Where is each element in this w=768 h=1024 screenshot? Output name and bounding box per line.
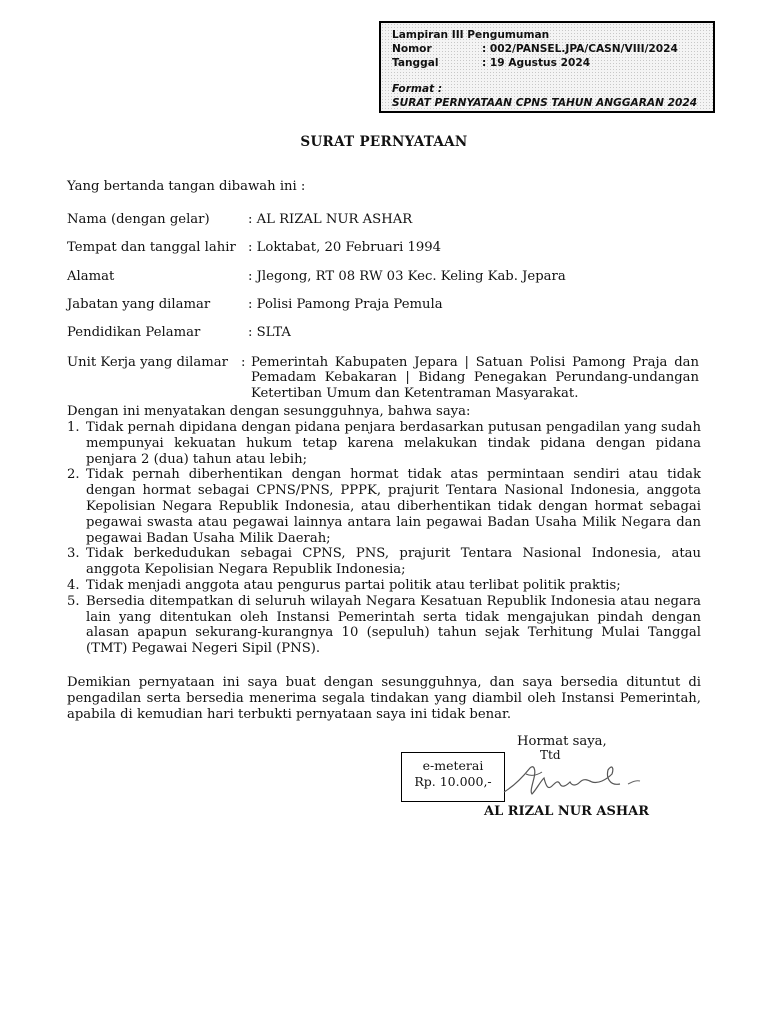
unit-label: Unit Kerja yang dilamar [67, 355, 228, 370]
emeterai-label: e-meterai [422, 758, 484, 773]
tanggal-value: : 19 Agustus 2024 [482, 57, 591, 69]
nomor-line [392, 43, 678, 55]
field-row [67, 269, 566, 284]
field-label: Pendidikan Pelamar [67, 325, 201, 340]
unit-value: Pemerintah Kabupaten Jepara | Satuan Polisi Pamong Praja dan Pemadam Kebakaran | Bidang Penegakan Perundang-undangan Ketertiban Umum dan Ketentraman Masyarakat. [251, 355, 699, 401]
list-item [67, 546, 701, 578]
format-label: Format : [392, 83, 443, 95]
field-value: : Loktabat, 20 Februari 1994 [248, 240, 442, 255]
attachment-title: Lampiran III Pengumuman [392, 29, 550, 41]
item-text: Bersedia ditempatkan di seluruh wilayah Negara Kesatuan Republik Indonesia atau negara lain yang ditentukan oleh Instansi Pemerintah serta tidak mengajukan pindah dengan alasan apapun sekurang-kurangnya 10 (sepuluh) tahun sejak Terhitung Mulai Tanggal (TMT) Pegawai Negeri Sipil (PNS). [86, 593, 701, 657]
tanggal-label: Tanggal [392, 57, 439, 69]
document-title: SURAT PERNYATAAN [300, 134, 468, 150]
ttd-text: Ttd [540, 748, 561, 762]
opening-line: Yang bertanda tangan dibawah ini : [67, 179, 306, 194]
nomor-value: : 002/PANSEL.JPA/CASN/VIII/2024 [482, 43, 678, 55]
item-text: Tidak pernah dipidana dengan pidana penjara berdasarkan putusan pengadilan yang sudah mempunyai kekuatan hukum tetap karena melakukan tindak pidana dengan pidana penjara 2 (dua) tahun atau lebih; [86, 420, 701, 467]
field-row [67, 325, 291, 340]
item-number: 1. [67, 420, 80, 435]
nomor-label: Nomor [392, 43, 432, 55]
attachment-header-box [379, 21, 715, 113]
statement-list [67, 420, 701, 657]
closing-paragraph: Demikian pernyataan ini saya buat dengan sesungguhnya, dan saya bersedia dituntut di pengadilan serta bersedia menerima segala tindakan yang diambil oleh Instansi Pemerintah, apabila di kemudian hari terbukti pernyataan saya ini tidak benar. [67, 675, 701, 722]
item-number: 4. [67, 577, 80, 593]
item-text: Tidak pernah diberhentikan dengan hormat tidak atas permintaan sendiri atau tidak dengan hormat sebagai CPNS/PNS, PPPK, prajurit Tentara Nasional Indonesia, anggota Kepolisian Negara Republik Indonesia, atau diberhentikan tidak dengan hormat sebagai pegawai swasta atau pegawai lainnya antara lain pegawai Badan Usaha Milik Negara dan pegawai Badan Usaha Milik Daerah; [86, 467, 701, 546]
list-item [67, 578, 701, 594]
unit-value-block [241, 355, 701, 401]
field-value: : Polisi Pamong Praja Pemula [248, 297, 443, 312]
item-number: 2. [67, 467, 80, 483]
statement-intro: Dengan ini menyatakan dengan sesungguhnya, bahwa saya: [67, 404, 471, 419]
field-label: Jabatan yang dilamar [67, 297, 211, 312]
list-item [67, 467, 701, 546]
field-value: : AL RIZAL NUR ASHAR [248, 212, 413, 227]
regards-text: Hormat saya, [517, 734, 607, 749]
signer-name: AL RIZAL NUR ASHAR [484, 804, 650, 819]
field-row [67, 212, 412, 227]
item-text: Tidak menjadi anggota atau pengurus partai politik atau terlibat politik praktis; [86, 577, 621, 593]
field-row [67, 240, 441, 255]
item-text: Tidak berkedudukan sebagai CPNS, PNS, prajurit Tentara Nasional Indonesia, atau anggota Kepolisian Negara Republik Indonesia; [86, 546, 701, 578]
field-value: : Jlegong, RT 08 RW 03 Kec. Keling Kab. Jepara [248, 269, 566, 284]
format-value: SURAT PERNYATAAN CPNS TAHUN ANGGARAN 2024 [392, 97, 698, 109]
list-item [67, 420, 701, 467]
field-label: Tempat dan tanggal lahir [67, 240, 236, 255]
item-number: 3. [67, 546, 80, 562]
field-value: : SLTA [248, 325, 291, 340]
field-label: Alamat [67, 269, 115, 284]
field-label: Nama (dengan gelar) [67, 212, 210, 227]
tanggal-line [392, 57, 590, 69]
emeterai-value: Rp. 10.000,- [414, 774, 492, 789]
list-item [67, 594, 701, 657]
field-row [67, 297, 443, 312]
unit-colon: : [241, 355, 246, 370]
handwritten-signature [496, 756, 646, 806]
emeterai-box [401, 752, 505, 802]
item-number: 5. [67, 593, 80, 609]
